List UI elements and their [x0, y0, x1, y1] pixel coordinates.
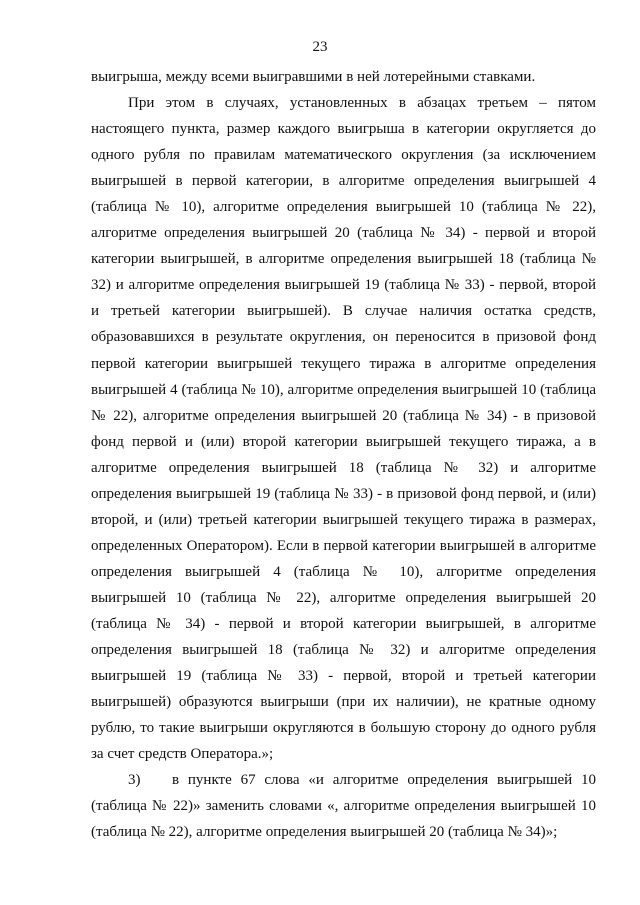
paragraph-continuation: выигрыша, между всеми выигравшими в ней лотерейными ставками.	[91, 69, 536, 85]
paragraph-rounding-rules: При этом в случаях, установленных в абзацах третьем – пятом настоящего пункта, размер каждого выигрыша в категории округляется до одного рубля по правилам математического округления (за исключением выигрышей в первой категории, в алгоритме определения выигрышей 4 (таблица № 10), алгоритме определения выигрышей 10 (таблица № 22), алгоритме определения выигрышей 20 (таблица № 34) - первой и второй категории выигрышей, в алгоритме определения выигрышей 18 (таблица № 32) и алгоритме определения выигрышей 19 (таблица № 33) - первой, второй и третьей категории выигрышей). В случае наличия остатка средств, образовавшихся в результате округления, он переносится в призовой фонд первой категории выигрышей текущего тиража в алгоритме определения выигрышей 4 (таблица № 10), алгоритме определения выигрышей 10 (таблица № 22), алгоритме определения выигрышей 20 (таблица № 34) - в призовой фонд первой и (или) второй категории выигрышей текущего тиража, а в алгоритме определения выигрышей 18 (таблица № 32) и алгоритме определения выигрышей 19 (таблица № 33) - в призовой фонд первой, и (или) второй, и (или) третьей категории выигрышей текущего тиража в размерах, определенных Оператором). Если в первой категории выигрышей в алгоритме определения выигрышей 4 (таблица № 10), алгоритме определения выигрышей 10 (таблица № 22), алгоритме определения выигрышей 20 (таблица № 34) - первой и второй категории выигрышей, в алгоритме определения выигрышей 18 (таблица № 32) и алгоритме определения выигрышей 19 (таблица № 33) - первой, второй и третьей категории выигрышей) образуются выигрыши (при их наличии), не кратные одному рублю, то такие выигрыши округляются в большую сторону до одного рубля за счет средств Оператора.»;	[91, 95, 596, 763]
list-item-number: 3)	[128, 772, 141, 789]
document-body	[91, 64, 596, 845]
list-item-text: в пункте 67 слова «и алгоритме определения выигрышей 10 (таблица № 22)» заменить словами «, алгоритме определения выигрышей 10 (таблица № 22), алгоритме определения выигрышей 20 (таблица № 34)»;	[91, 772, 596, 841]
list-item-3	[91, 767, 596, 845]
page-number: 23	[312, 39, 328, 55]
